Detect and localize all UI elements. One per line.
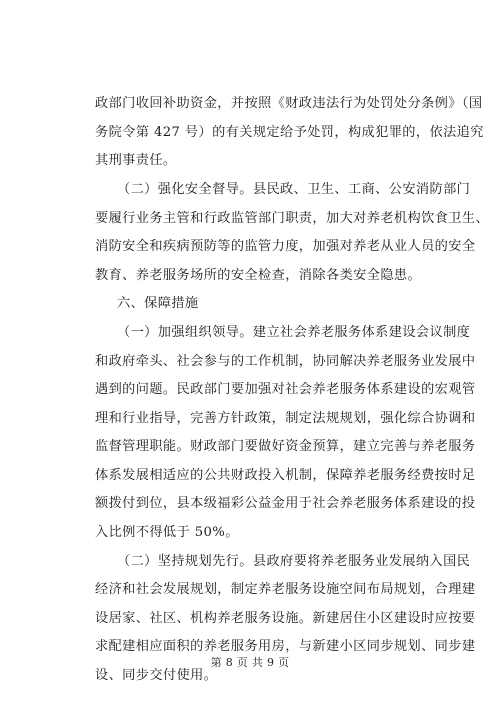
paragraph-start-line: （二）强化安全督导。县民政、卫生、工商、公安消防部门 (117, 182, 471, 197)
text-line: 理和行业指导，完善方针政策，制定法规规划，强化综合协调和 (95, 411, 476, 426)
section-heading: 六、保障措施 (117, 296, 199, 311)
text-line: 入比例不得低于 50%。 (95, 525, 239, 540)
text-line: 求配建相应面积的养老服务用房，与新建小区同步规划、同步建 (95, 639, 476, 654)
text-line: 设居家、社区、机构养老服务设施。新建居住小区建设时应按要 (95, 611, 476, 626)
text-line: 设、同步交付使用。 (95, 668, 218, 683)
text-line: 经济和社会发展规划，制定养老服务设施空间布局规划，合理建 (95, 582, 476, 597)
text-line: 遇到的问题。民政部门要加强对社会养老服务体系建设的宏观管 (95, 382, 476, 397)
text-line: 额拨付到位，县本级福彩公益金用于社会养老服务体系建设的投 (95, 496, 476, 511)
page-number-footer: 第 8 页 共 9 页 (210, 656, 290, 669)
text-line: 要履行业务主管和行政监管部门职责，加大对养老机构饮食卫生、 (95, 211, 490, 226)
text-line: 和政府牵头、社会参与的工作机制，协同解决养老服务业发展中 (95, 354, 476, 369)
text-line: 教育、养老服务场所的安全检查，消除各类安全隐患。 (95, 268, 422, 283)
text-line: 消防安全和疾病预防等的监管力度，加强对养老从业人员的安全 (95, 239, 476, 254)
paragraph-start-line: （二）坚持规划先行。县政府要将养老服务业发展纳入国民 (117, 554, 471, 569)
text-line: 政部门收回补助资金，并按照《财政违法行为处罚处分条例》（国 (95, 96, 483, 111)
text-line: 其刑事责任。 (95, 153, 177, 168)
text-line: 监督管理职能。财政部门要做好资金预算，建立完善与养老服务 (95, 439, 476, 454)
paragraph-start-line: （一）加强组织领导。建立社会养老服务体系建设会议制度 (117, 325, 471, 340)
text-line: 务院令第 427 号）的有关规定给予处罚，构成犯罪的，依法追究 (95, 125, 484, 140)
text-line: 体系发展相适应的公共财政投入机制，保障养老服务经费按时足 (95, 468, 476, 483)
